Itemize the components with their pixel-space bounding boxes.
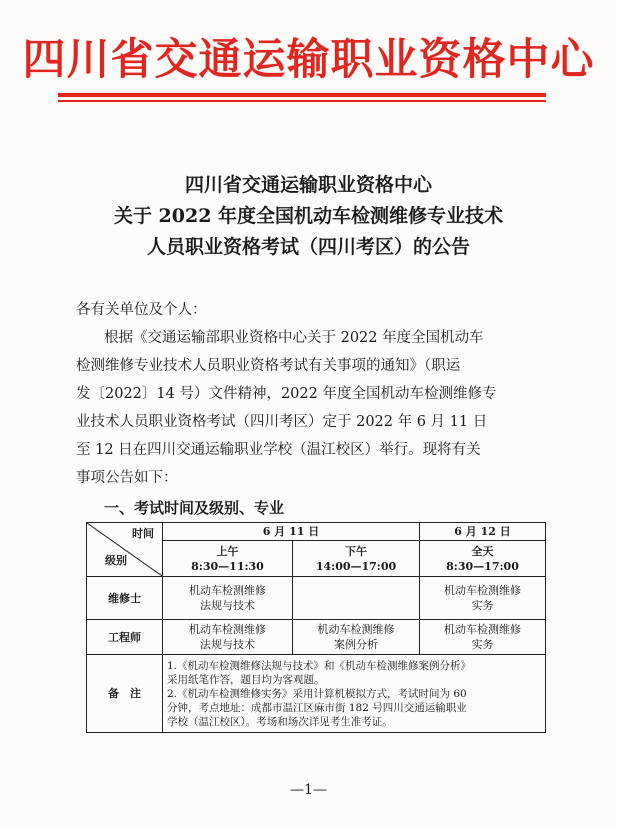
notice-title-line-2: 关于 2022 年度全国机动车检测维修专业技术 [113, 205, 504, 227]
body-line-4: 业技术人员职业资格考试（四川考区）定于 2022 年 6 月 11 日 [76, 414, 488, 430]
header-slot-morning [163, 541, 293, 577]
cell-engineer-fullday [420, 620, 546, 655]
cell-text-line: 实务 [471, 599, 494, 612]
slot-afternoon-name: 下午 [345, 544, 367, 558]
cell-engineer-morning [163, 620, 293, 655]
section-1-heading: 一、考试时间及级别、专业 [104, 499, 285, 517]
cell-technician-fullday [420, 577, 546, 620]
salutation: 各有关单位及个人： [76, 302, 207, 318]
corner-label-time: 时间 [132, 527, 154, 540]
body-line-5: 至 12 日在四川交通运输职业学校（温江校区）举行。现将有关 [76, 442, 481, 458]
body-line-3: 发〔2022〕14 号）文件精神，2022 年度全国机动车检测维修专 [76, 386, 497, 402]
notice-title-line-1: 四川省交通运输职业资格中心 [184, 174, 432, 196]
cell-text-line: 机动车检测维修 [189, 623, 266, 636]
cell-text-line: 案例分析 [334, 638, 378, 651]
note-line: 1.《机动车检测维修法规与技术》和《机动车检测维修案例分析》 [167, 659, 472, 672]
row-notes-label: 备 注 [87, 655, 163, 733]
cell-text-line: 实务 [471, 638, 494, 651]
note-line: 学校（温江校区）。考场和场次详见考生准考证。 [167, 715, 393, 728]
cell-text-line: 机动车检测维修 [444, 584, 522, 597]
table-corner-cell [87, 523, 163, 577]
slot-afternoon-time: 14:00—17:00 [315, 559, 397, 573]
header-slot-fullday [420, 541, 546, 577]
letterhead-rule-thick [58, 93, 546, 97]
cell-text-line: 机动车检测维修 [189, 584, 266, 597]
slot-fullday-time: 8:30—17:00 [446, 559, 519, 573]
corner-label-level: 级别 [105, 554, 127, 567]
cell-text-line: 机动车检测维修 [317, 623, 395, 636]
cell-text-line: 法规与技术 [200, 599, 255, 612]
header-day-1: 6 月 11 日 [163, 523, 420, 541]
body-line-2: 检测维修专业技术人员职业资格考试有关事项的通知》（职运 [76, 358, 461, 374]
body-line-1: 根据《交通运输部职业资格中心关于 2022 年度全国机动车 [104, 330, 484, 346]
slot-morning-time: 8:30—11:30 [191, 559, 264, 573]
cell-engineer-afternoon [293, 620, 420, 655]
cell-technician-afternoon [293, 577, 420, 620]
notice-title-line-3: 人员职业资格考试（四川考区）的公告 [146, 236, 470, 258]
header-day-2: 6 月 12 日 [420, 523, 546, 541]
letterhead-org-name: 四川省交通运输职业资格中心 [22, 35, 595, 85]
cell-text-line: 法规与技术 [200, 638, 255, 651]
letterhead-rule-thin [58, 100, 546, 102]
body-line-6: 事项公告如下： [76, 470, 178, 486]
row-level-engineer: 工程师 [87, 620, 163, 655]
cell-text-line: 机动车检测维修 [444, 623, 522, 636]
notes-cell [163, 655, 546, 733]
exam-schedule-table [86, 522, 546, 733]
header-slot-afternoon [293, 541, 420, 577]
page-number: —1— [290, 782, 327, 798]
row-level-technician: 维修士 [87, 577, 163, 620]
note-line: 分钟，考点地址：成都市温江区麻市街 182 号四川交通运输职业 [167, 701, 467, 714]
note-line: 2.《机动车检测维修实务》采用计算机模拟方式，考试时间为 60 [167, 687, 467, 700]
note-line: 采用纸笔作答，题目均为客观题。 [167, 673, 325, 686]
slot-morning-name: 上午 [216, 544, 239, 558]
cell-technician-morning [163, 577, 293, 620]
slot-fullday-name: 全天 [471, 544, 494, 558]
